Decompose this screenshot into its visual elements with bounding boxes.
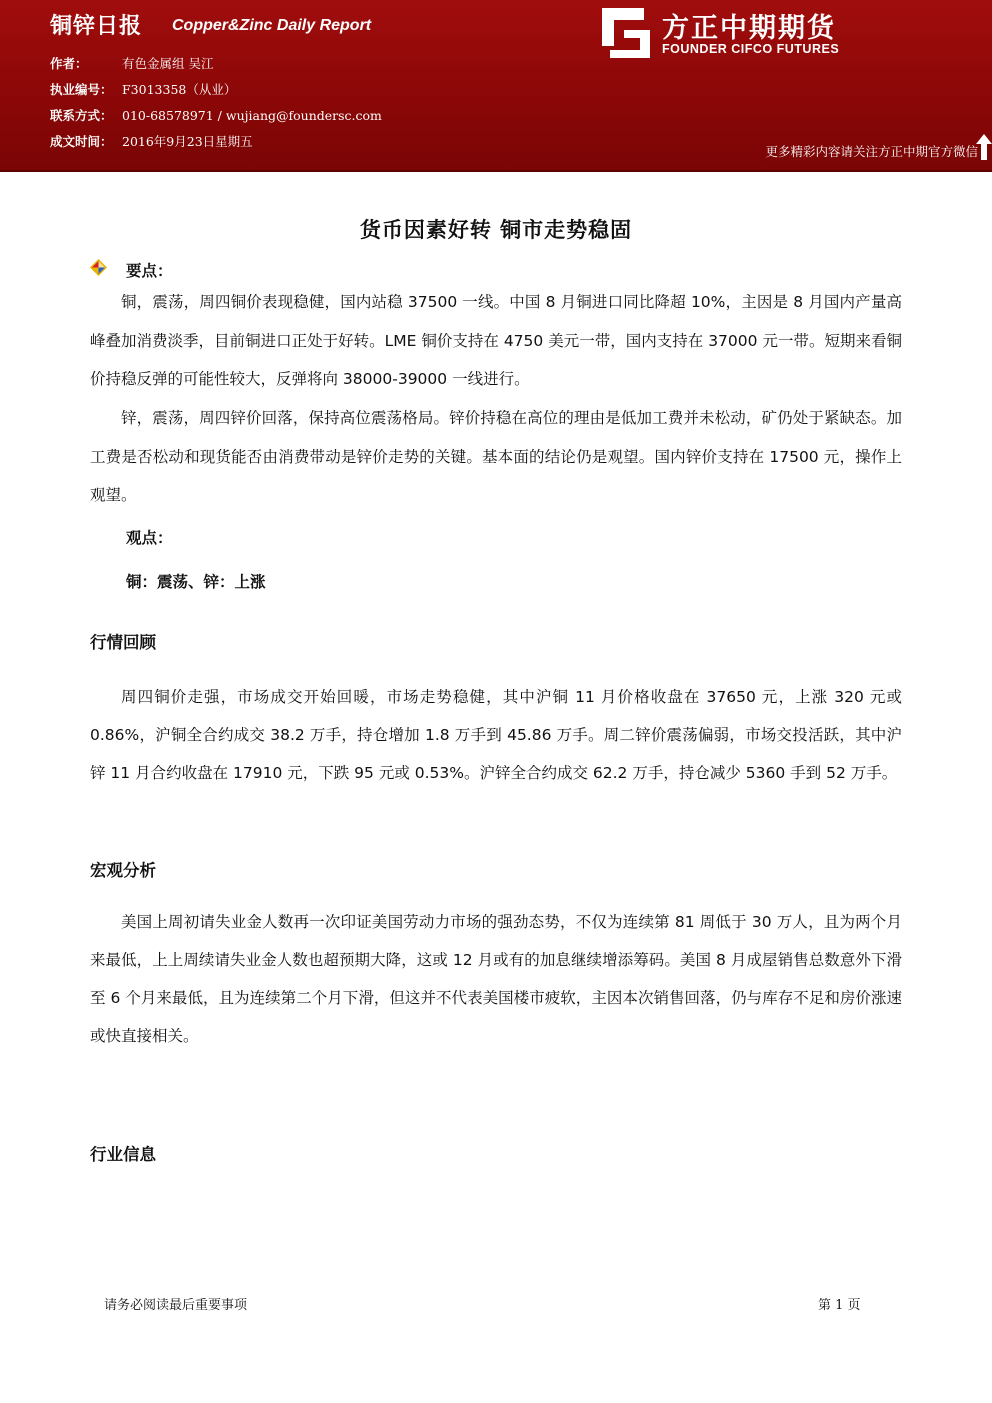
date-value: 2016年9月23日星期五: [122, 134, 253, 149]
logo-mark-icon: [602, 8, 652, 58]
license-value: F3013358（从业）: [122, 82, 237, 97]
macro-analysis-heading: 宏观分析: [90, 861, 156, 880]
author-label: 作者：: [50, 56, 88, 71]
author-value: 有色金属组 吴江: [122, 56, 214, 71]
key-points-heading: 要点：: [126, 262, 173, 280]
date-label: 成文时间：: [50, 134, 113, 149]
macro-analysis-paragraph: 美国上周初请失业金人数再一次印证美国劳动力市场的强劲态势，不仅为连续第 81 周低于 30 万人，且为两个月来最低，上上周续请失业金人数也超预期大降，这或 12 月或有的加息继续增添筹码。美国 8 月成屋销售总数意外下滑至 6 个月来最低，且为连续第二个月下滑，但这并不代表美国楼市疲软，主因本次销售回落，仍与库存不足和房价涨速或快直接相关。: [90, 913, 902, 1045]
contact-value: 010-68578971 / wujiang@foundersc.com: [122, 108, 382, 123]
report-title-cn: 铜锌日报: [50, 14, 143, 39]
bullet-diamond-icon: [90, 259, 107, 276]
footer-disclaimer: 请务必阅读最后重要事项: [104, 1298, 248, 1313]
author-row: [50, 54, 213, 72]
contact-row: [50, 106, 382, 124]
license-row: [50, 80, 236, 98]
view-value: 铜：震荡、锌：上涨: [126, 573, 266, 591]
license-label: 执业编号：: [50, 82, 113, 97]
market-review-paragraph: 周四铜价走强，市场成交开始回暖，市场走势稳健，其中沪铜 11 月价格收盘在 37650 元，上涨 320 元或 0.86%，沪铜全合约成交 38.2 万手，持仓增加 1.8 万手到 45.86 万手。周二锌价震荡偏弱，市场交投活跃，其中沪锌 11 月合约收盘在 17910 元，下跌 95 元或 0.53%。沪锌全合约成交 62.2 万手，持仓减少 5360 手到 52 万手。: [90, 688, 902, 782]
report-title-en: Copper&Zinc Daily Report: [172, 17, 372, 34]
footer-page-number: 第 1 页: [818, 1298, 861, 1313]
document-title: 货币因素好转 铜市走势稳固: [359, 218, 633, 242]
zinc-key-paragraph: 锌，震荡，周四锌价回落，保持高位震荡格局。锌价持稳在高位的理由是低加工费并未松动，矿仍处于紧缺态。加工费是否松动和现货能否由消费带动是锌价走势的关键。基本面的结论仍是观望。国内锌价支持在 17500 元，操作上观望。: [90, 409, 902, 504]
contact-label: 联系方式：: [50, 108, 113, 123]
up-arrow-icon: [976, 134, 992, 160]
industry-info-heading: 行业信息: [90, 1145, 156, 1164]
founder-cifco-logo: [602, 6, 902, 58]
logo-text-en: FOUNDER CIFCO FUTURES: [662, 42, 840, 56]
date-row: [50, 132, 253, 150]
wechat-follow-note: 更多精彩内容请关注方正中期官方微信: [765, 144, 978, 159]
market-review-heading: 行情回顾: [90, 633, 156, 652]
view-heading: 观点：: [126, 529, 173, 547]
report-header-band: [0, 0, 992, 172]
logo-text-cn: 方正中期期货: [662, 13, 836, 44]
copper-key-paragraph: 铜，震荡，周四铜价表现稳健，国内站稳 37500 一线。中国 8 月铜进口同比降超 10%，主因是 8 月国内产量高峰叠加消费淡季，目前铜进口正处于好转。LME 铜价支持在 4750 美元一带，国内支持在 37000 元一带。短期来看铜价持稳反弹的可能性较大，反弹将向 38000-39000 一线进行。: [90, 293, 902, 388]
